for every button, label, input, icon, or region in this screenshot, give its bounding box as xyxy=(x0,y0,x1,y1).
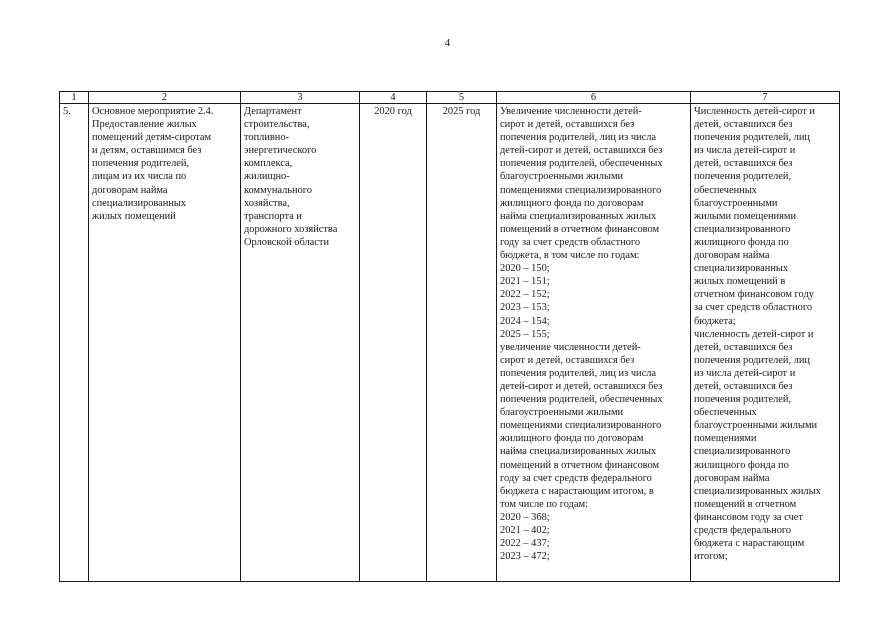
text-line: строительства, xyxy=(244,119,310,131)
text-line: жилых помещений xyxy=(92,210,176,222)
text-line: 2020 – 368; xyxy=(500,511,550,523)
text-line: 2020 – 150; xyxy=(500,263,550,275)
text-line: энергетического xyxy=(244,145,317,157)
text-line: 2021 – 151; xyxy=(500,276,550,288)
text-line: помещений детям-сиротам xyxy=(92,132,212,144)
text-line: помещениями xyxy=(694,433,757,445)
text-line: жилищного фонда по xyxy=(694,236,789,248)
text-line: специализированных жилых xyxy=(694,485,821,497)
text-line: дорожного хозяйства xyxy=(244,223,338,235)
column-number-3: 3 xyxy=(241,92,360,104)
executor-cell xyxy=(241,104,360,582)
text-line: жилищного фонда по xyxy=(694,459,789,471)
text-line: попечения родителей, лиц из числа xyxy=(500,132,657,144)
text-line: обеспеченных xyxy=(694,407,757,419)
text-line: отчетном финансовом году xyxy=(694,289,814,301)
text-line: бюджета с нарастающим итогом, в xyxy=(500,485,654,497)
text-line: 2022 – 437; xyxy=(500,538,550,550)
text-line: финансовом году за счет xyxy=(694,511,803,523)
text-line: Предоставление жилых xyxy=(92,119,197,131)
text-line: бюджета, в том числе по годам: xyxy=(500,250,640,262)
text-line: хозяйства, xyxy=(244,197,290,209)
program-measures-table xyxy=(59,91,840,582)
text-line: специализированного xyxy=(694,223,791,235)
start-year-cell: 2020 год xyxy=(360,104,427,582)
text-line: договорам найма xyxy=(694,250,770,262)
text-line: увеличение численности детей- xyxy=(500,341,641,353)
text-line: детей, оставшихся без xyxy=(694,158,793,170)
text-line: найма специализированных жилых xyxy=(500,446,657,458)
table-row xyxy=(60,104,840,582)
text-line: сирот и детей, оставшихся без xyxy=(500,354,635,366)
text-line: найма специализированных жилых xyxy=(500,210,657,222)
text-line: детей, оставшихся без xyxy=(694,380,793,392)
text-line: благоустроенными жилыми xyxy=(694,420,818,432)
text-line: попечения родителей, лиц из числа xyxy=(500,367,657,379)
text-line: специализированных xyxy=(694,263,789,275)
text-line: попечения родителей, xyxy=(694,394,792,406)
text-line: жилищного фонда по договорам xyxy=(500,433,644,445)
column-number-4: 4 xyxy=(360,92,427,104)
indicator-cell xyxy=(691,104,840,582)
text-line: и детям, оставшимся без xyxy=(92,145,202,157)
text-line: 2022 – 152; xyxy=(500,289,550,301)
text-line: благоустроенными жилыми xyxy=(500,407,624,419)
text-line: топливно- xyxy=(244,132,290,144)
column-number-5: 5 xyxy=(427,92,497,104)
measure-cell xyxy=(89,104,241,582)
text-line: детей, оставшихся без xyxy=(694,341,793,353)
text-line: попечения родителей, обеспеченных xyxy=(500,158,663,170)
text-line: из числа детей-сирот и xyxy=(694,145,796,157)
text-line: 2021 – 402; xyxy=(500,525,550,536)
text-line: из числа детей-сирот и xyxy=(694,367,796,379)
text-line: Департамент xyxy=(244,106,302,117)
text-line: за счет средств областного xyxy=(694,302,813,314)
text-line: помещениями специализированного xyxy=(500,420,662,432)
column-number-1: 1 xyxy=(60,92,89,104)
text-line: специализированного xyxy=(694,446,791,458)
text-line: жилищно- xyxy=(244,171,290,183)
text-line: 2023 – 472; xyxy=(500,551,550,563)
text-line: детей, оставшихся без xyxy=(694,119,793,131)
text-line: транспорта и xyxy=(244,210,302,222)
text-line: году за счет средств федерального xyxy=(500,472,652,484)
text-line: договорам найма xyxy=(694,472,770,484)
text-line: том числе по годам: xyxy=(500,498,588,510)
text-line: договорам найма xyxy=(92,184,168,196)
text-line: детей-сирот и детей, оставшихся без xyxy=(500,145,663,157)
text-line: помещений в отчетном xyxy=(694,498,797,510)
text-line: 2024 – 154; xyxy=(500,315,550,327)
text-line: Основное мероприятие 2.4. xyxy=(92,106,214,117)
text-line: жилых помещений в xyxy=(694,276,786,288)
text-line: жилищного фонда по договорам xyxy=(500,197,644,209)
column-number-2: 2 xyxy=(89,92,241,104)
text-line: детей-сирот и детей, оставшихся без xyxy=(500,380,663,392)
text-line: лицам из их числа по xyxy=(92,171,187,183)
text-line: Увеличение численности детей- xyxy=(500,106,642,117)
column-number-6: 6 xyxy=(497,92,691,104)
text-line: специализированных xyxy=(92,197,187,209)
end-year-cell: 2025 год xyxy=(427,104,497,582)
text-line: сирот и детей, оставшихся без xyxy=(500,119,635,131)
text-line: попечения родителей, xyxy=(92,158,190,170)
text-line: жилыми помещениями xyxy=(694,210,797,222)
page-number: 4 xyxy=(444,37,451,49)
text-line: попечения родителей, лиц xyxy=(694,354,810,366)
text-line: году за счет средств областного xyxy=(500,236,641,248)
text-line: комплекса, xyxy=(244,158,293,170)
column-number-row xyxy=(60,92,840,104)
text-line: помещениями специализированного xyxy=(500,184,662,196)
column-number-7: 7 xyxy=(691,92,840,104)
text-line: итогом; xyxy=(694,551,728,563)
row-number-cell: 5. xyxy=(60,104,89,582)
text-line: благоустроенными жилыми xyxy=(500,171,624,183)
text-line: помещений в отчетном финансовом xyxy=(500,459,660,471)
text-line: Численность детей-сирот и xyxy=(694,106,815,117)
text-line: попечения родителей, xyxy=(694,171,792,183)
text-line: помещений в отчетном финансовом xyxy=(500,223,660,235)
text-line: 2023 – 153; xyxy=(500,302,550,314)
expected-result-cell xyxy=(497,104,691,582)
text-line: 2025 – 155; xyxy=(500,328,550,340)
text-line: коммунального xyxy=(244,184,313,196)
text-line: попечения родителей, обеспеченных xyxy=(500,394,663,406)
text-line: благоустроенными xyxy=(694,197,778,209)
text-line: попечения родителей, лиц xyxy=(694,132,810,144)
text-line: бюджета с нарастающим xyxy=(694,538,805,550)
text-line: Орловской области xyxy=(244,236,330,248)
text-line: численность детей-сирот и xyxy=(694,328,814,340)
text-line: бюджета; xyxy=(694,315,736,327)
text-line: средств федерального xyxy=(694,525,792,536)
text-line: обеспеченных xyxy=(694,184,757,196)
